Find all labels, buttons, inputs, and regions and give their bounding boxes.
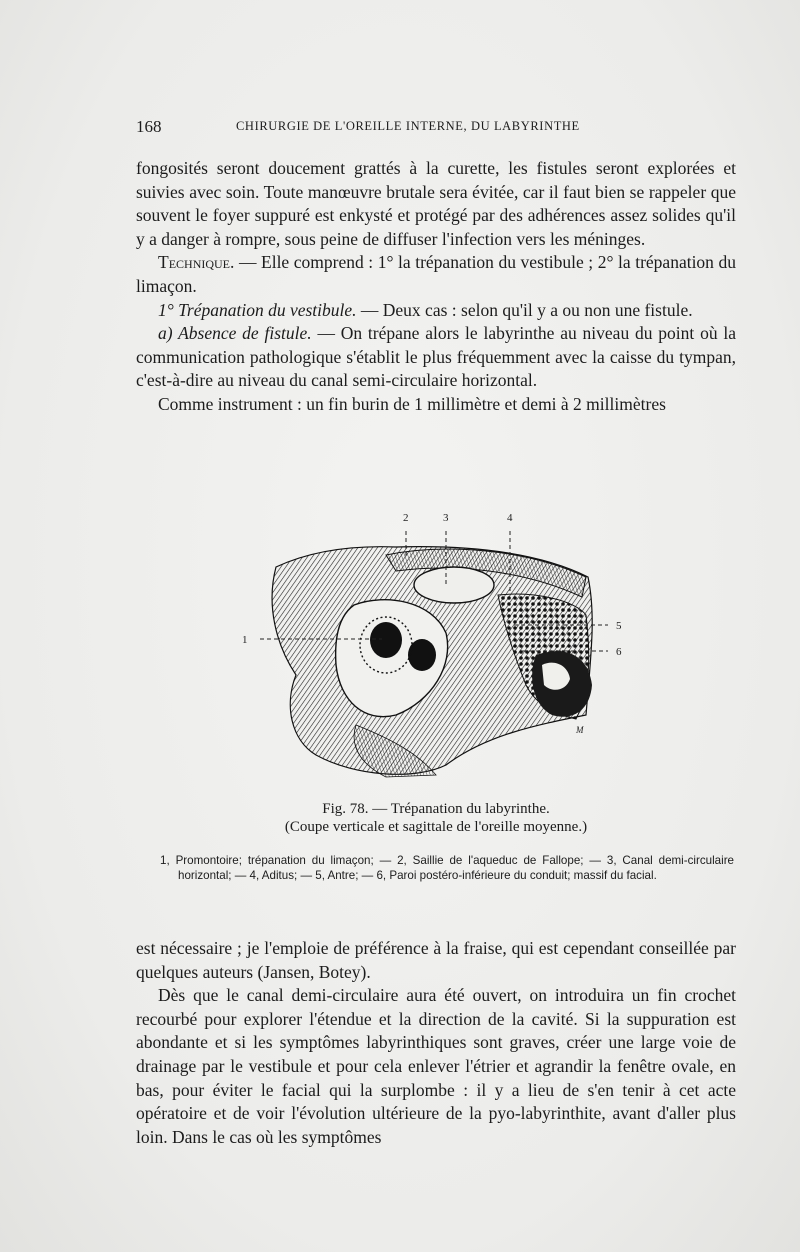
caption-title: Fig. 78. — Trépanation du labyrinthe. (322, 801, 550, 817)
page-header (136, 117, 736, 137)
paragraph-absence (136, 322, 736, 393)
semicircular-canal (414, 567, 494, 603)
oval-window-opening (370, 622, 402, 658)
paragraph-technique (136, 251, 736, 298)
paragraph-canal: Dès que le canal demi-circulaire aura été ouvert, on introduira un fin crochet recourbé pour explorer l'étendue et la direction de la cavité. Si la suppuration est abondante et si les symptômes labyrinthiques sont graves, créer une large voie de drainage par le vestibule et pour cela enlever l'étrier et agrandir la fenêtre ovale, en bas, pour éviter le facial qui la surplombe : il y a lieu de s'en tenir à cet acte opératoire et de voir l'évolution ultérieure de la pyo-labyrinthite, avant d'aller plus loin. Dans le cas où les symptômes (136, 985, 736, 1147)
absence-label: a) Absence de fistule. (158, 323, 312, 344)
trepanation-label: 1° Trépanation du vestibule. (158, 299, 357, 320)
page-number: 168 (136, 117, 162, 136)
technique-label: Technique. (158, 252, 235, 273)
engraver-signature: M (576, 725, 584, 735)
paragraph-instrument: Comme instrument : un fin burin de 1 millimètre et demi à 2 millimètres (158, 393, 666, 414)
paragraph-trepanation (136, 299, 736, 323)
body-text-bottom (136, 937, 736, 1149)
figure-label-1: 1 (242, 634, 248, 646)
anatomical-figure (236, 505, 636, 785)
figure-label-5: 5 (616, 620, 622, 632)
paragraph-intro: fongosités seront doucement grattés à la curette, les fistules seront explorées et suivies avec soin. Toute manœuvre brutale sera évitée, car il faut bien se rappeler que souvent le foyer suppuré est enkysté et protégé par des adhérences assez solides qu'il y a danger à rompre, sous peine de diffuser l'infection vers les méninges. (136, 158, 736, 249)
caption-subtitle: (Coupe verticale et sagittale de l'oreille moyenne.) (284, 819, 588, 835)
absence-text: — On trépane alors le labyrinthe au niveau du point où la communication pathologique s'établit le plus fréquemment avec la caisse du tympan, c'est-à-dire au niveau du canal semi-circulaire horizontal. (136, 323, 736, 391)
figure-legend: 1, Promontoire; trépanation du limaçon; — 2, Saillie de l'aqueduc de Fallope; — 3, Canal demi-circulaire horizontal; — 4, Aditus; — 5, Antre; — 6, Paroi postéro-inférieure du conduit; massif du facial. (160, 854, 734, 882)
running-title: CHIRURGIE DE L'OREILLE INTERNE, DU LABYRINTHE (236, 119, 580, 133)
figure-engraving (236, 505, 636, 785)
figure-label-6: 6 (616, 646, 622, 658)
trepanation-text: — Deux cas : selon qu'il y a ou non une fistule. (356, 299, 693, 320)
figure-label-3: 3 (443, 512, 449, 524)
figure-label-4: 4 (507, 512, 513, 524)
figure-caption (136, 800, 736, 836)
figure-label-2: 2 (403, 512, 409, 524)
paragraph-instrument-continued: est nécessaire ; je l'emploie de préférence à la fraise, qui est cependant conseillée par quelques auteurs (Jansen, Botey). (136, 938, 736, 982)
body-text-top (136, 157, 736, 417)
technique-text: — Elle comprend : 1° la trépanation du vestibule ; 2° la trépanation du limaçon. (136, 252, 736, 296)
